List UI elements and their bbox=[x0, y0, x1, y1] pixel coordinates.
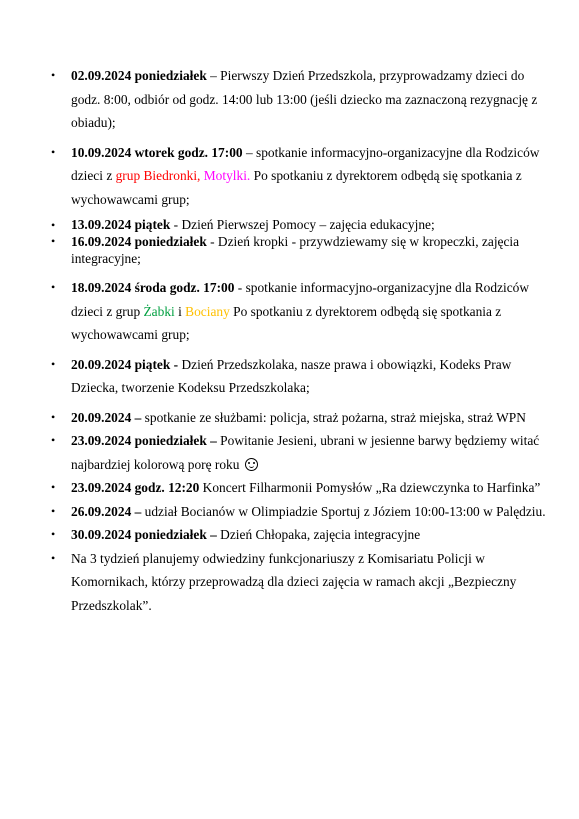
event-text: – Pierwszy Dzień Przedszkola, przyprowadzamy dzieci do godz. 8:00, odbiór od godz. 14:00 lub 13:00 (jeśli dziecko ma zaznaczoną rezygnację z obiadu); bbox=[71, 68, 538, 130]
event-date: 26.09.2024 – bbox=[71, 503, 142, 519]
event-date: 20.09.2024 – bbox=[71, 409, 142, 425]
event-date: 16.09.2024 poniedziałek bbox=[71, 234, 207, 249]
list-item bbox=[50, 64, 550, 135]
bullet-icon: • bbox=[51, 503, 56, 518]
event-text: udział Bocianów w Olimpiadzie Sportuj z Józiem 10:00-13:00 w Palędziu. bbox=[141, 503, 546, 519]
bullet-icon: • bbox=[51, 218, 56, 232]
list-item bbox=[50, 233, 550, 267]
event-date: 23.09.2024 godz. 12:20 bbox=[71, 480, 200, 495]
event-text: Po spotkaniu z dyrektorem odbędą się spotkania z wychowawcami grup; bbox=[71, 168, 522, 207]
event-date: 13.09.2024 piątek bbox=[71, 217, 171, 232]
list-item bbox=[50, 276, 550, 347]
event-date: 30.09.2024 poniedziałek – bbox=[71, 527, 217, 542]
conjunction: i bbox=[174, 303, 186, 319]
event-text: Na 3 tydzień planujemy odwiedziny funkcjonariuszy z Komisariatu Policji w Komornikach, którzy przeprowadzą dla dzieci zajęcia w ramach akcji „Bezpieczny Przedszkolak”. bbox=[71, 550, 517, 613]
bullet-icon: • bbox=[51, 409, 56, 424]
bullet-icon: • bbox=[51, 144, 56, 159]
group-name-red: grup Biedronki, bbox=[115, 168, 201, 183]
list-item bbox=[50, 523, 550, 547]
event-text: Po spotkaniu z dyrektorem odbędą się spotkania z wychowawcami grup; bbox=[71, 303, 502, 342]
group-name-green: Żabki bbox=[143, 303, 175, 319]
list-item bbox=[50, 141, 550, 212]
event-date: 20.09.2024 piątek - bbox=[71, 356, 179, 372]
bullet-icon: • bbox=[51, 68, 56, 82]
event-date: 10.09.2024 wtorek godz. 17:00 bbox=[71, 144, 243, 160]
list-item bbox=[50, 217, 550, 233]
event-text: Dzień Chłopaka, zajęcia integracyjne bbox=[216, 527, 421, 542]
list-item bbox=[50, 476, 550, 500]
bullet-icon: • bbox=[51, 356, 56, 371]
event-text: Dzień Przedszkolaka, nasze prawa i obowiązki, Kodeks Praw Dziecka, tworzenie Kodeksu Przedszkolaka; bbox=[71, 356, 512, 395]
smiley-icon bbox=[245, 458, 258, 471]
event-text: - Dzień Pierwszej Pomocy – zajęcia edukacyjne; bbox=[170, 217, 435, 232]
event-date: 18.09.2024 środa godz. 17:00 bbox=[71, 280, 235, 295]
event-date: 02.09.2024 poniedziałek bbox=[71, 68, 207, 83]
event-date: 23.09.2024 poniedziałek – bbox=[71, 433, 217, 448]
event-text: Koncert Filharmonii Pomysłów „Ra dziewczynka to Harfinka” bbox=[199, 480, 541, 495]
event-text: – spotkanie informacyjno-organizacyjne dla Rodziców dzieci z bbox=[71, 144, 540, 183]
bullet-icon: • bbox=[51, 280, 56, 294]
list-item bbox=[50, 406, 550, 430]
event-text: - Dzień kropki - przywdziewamy się w kropeczki, zajęcia integracyjne; bbox=[71, 234, 520, 266]
list-item bbox=[50, 547, 550, 618]
bullet-icon: • bbox=[51, 234, 56, 248]
event-text: spotkanie ze służbami: policja, straż pożarna, straż miejska, straż WPN bbox=[141, 409, 526, 425]
bullet-icon: • bbox=[51, 550, 56, 565]
event-text: Powitanie Jesieni, ubrani w jesienne barwy będziemy witać najbardziej kolorową porę roku bbox=[71, 433, 540, 472]
event-list bbox=[50, 64, 550, 617]
bullet-icon: • bbox=[51, 527, 56, 541]
list-item bbox=[50, 353, 550, 400]
bullet-icon: • bbox=[51, 480, 56, 494]
list-item bbox=[50, 429, 550, 476]
list-item bbox=[50, 500, 550, 524]
group-name-magenta: Motylki. bbox=[203, 168, 251, 183]
bullet-icon: • bbox=[51, 433, 56, 447]
event-text: - spotkanie informacyjno-organizacyjne dla Rodziców dzieci z grup bbox=[71, 280, 530, 319]
group-name-yellow: Bociany bbox=[185, 303, 230, 319]
